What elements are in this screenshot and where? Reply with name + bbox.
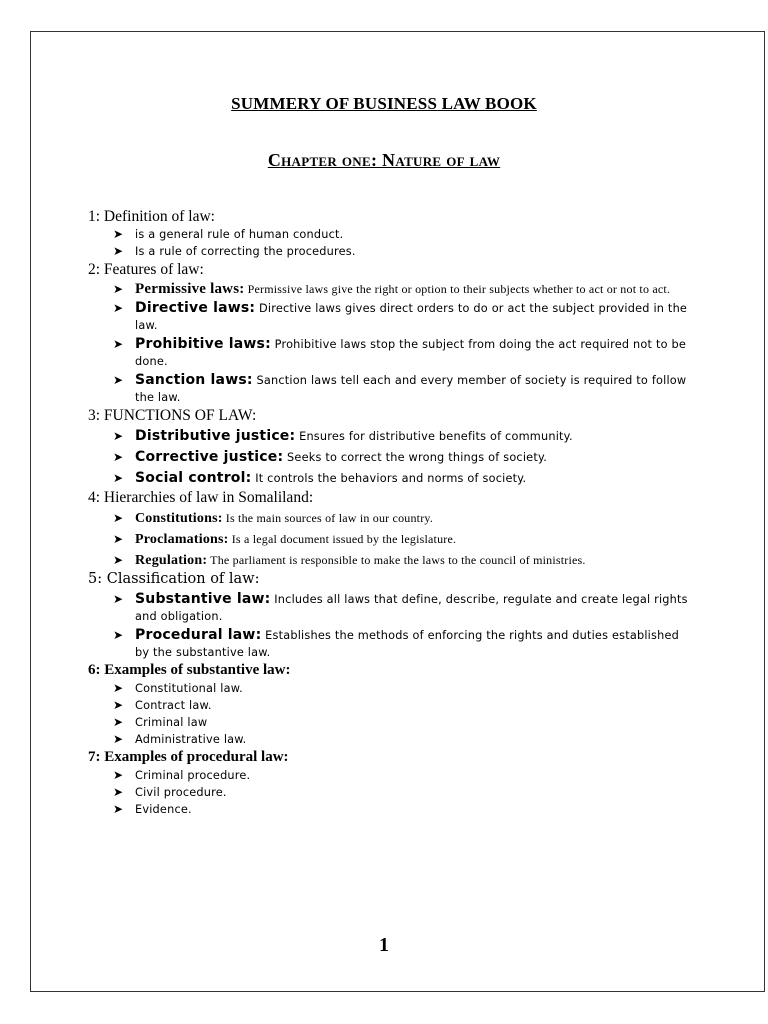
arrow-bullet-icon: ➤ bbox=[113, 532, 124, 546]
term-description: Includes all laws that define, describe, regulate and create legal rights and obligation. bbox=[135, 593, 688, 623]
section-definition-of-law bbox=[88, 207, 688, 260]
arrow-bullet-icon: ➤ bbox=[113, 301, 124, 315]
document-title: SUMMERY OF BUSINESS LAW BOOK bbox=[231, 94, 537, 113]
section-heading: 3: FUNCTIONS OF LAW: bbox=[88, 407, 257, 424]
section-procedural-examples bbox=[88, 748, 688, 818]
arrow-bullet-icon: ➤ bbox=[113, 511, 124, 525]
arrow-bullet-icon: ➤ bbox=[113, 698, 124, 712]
arrow-bullet-icon: ➤ bbox=[113, 429, 124, 443]
arrow-bullet-icon: ➤ bbox=[113, 450, 124, 464]
term-description: Ensures for distributive benefits of community. bbox=[295, 430, 573, 443]
list-item: ➤ Evidence. bbox=[113, 802, 192, 816]
list-item bbox=[113, 591, 688, 625]
term-description: Directive laws gives direct orders to do or act the subject provided in the law. bbox=[135, 302, 688, 332]
term-description: Is the main sources of law in our country. bbox=[222, 511, 434, 525]
list-item: ➤ Contract law. bbox=[113, 698, 212, 712]
term-label: Directive laws: bbox=[135, 300, 256, 316]
arrow-bullet-icon: ➤ bbox=[113, 802, 124, 816]
section-features-of-law bbox=[88, 260, 688, 406]
term-label: Sanction laws: bbox=[135, 372, 253, 388]
arrow-bullet-icon: ➤ bbox=[113, 282, 124, 296]
section-hierarchies-of-law bbox=[88, 488, 688, 570]
term-label: Proclamations: bbox=[135, 532, 229, 547]
term-description: Permissive laws give the right or option to their subjects whether to act or not to act. bbox=[244, 282, 671, 296]
list-item bbox=[113, 336, 688, 370]
list-item: ➤ Administrative law. bbox=[113, 732, 247, 746]
bullet-list bbox=[88, 427, 688, 488]
arrow-bullet-icon: ➤ bbox=[113, 553, 124, 567]
arrow-bullet-icon: ➤ bbox=[113, 785, 124, 799]
arrow-bullet-icon: ➤ bbox=[113, 373, 124, 387]
term-label: Permissive laws: bbox=[135, 281, 245, 297]
section-substantive-examples bbox=[88, 661, 688, 748]
term-label: Regulation: bbox=[135, 553, 208, 568]
section-heading: 2: Features of law: bbox=[88, 261, 204, 278]
arrow-bullet-icon: ➤ bbox=[113, 768, 124, 782]
section-heading: 4: Hierarchies of law in Somaliland: bbox=[88, 489, 314, 506]
arrow-bullet-icon: ➤ bbox=[113, 227, 124, 241]
page-number: 1 bbox=[379, 934, 389, 956]
arrow-bullet-icon: ➤ bbox=[113, 715, 124, 729]
list-item bbox=[113, 509, 688, 528]
arrow-bullet-icon: ➤ bbox=[113, 592, 124, 606]
bullet-list bbox=[88, 226, 688, 260]
term-description: Is a legal document issued by the legislature. bbox=[228, 532, 457, 546]
bullet-list bbox=[88, 591, 688, 661]
list-item bbox=[113, 551, 688, 570]
list-item bbox=[113, 530, 688, 549]
arrow-bullet-icon: ➤ bbox=[113, 628, 124, 642]
arrow-bullet-icon: ➤ bbox=[113, 681, 124, 695]
term-description: Sanction laws tell each and every member of society is required to follow the law. bbox=[135, 374, 687, 404]
bullet-list bbox=[88, 509, 688, 570]
section-heading: 6: Examples of substantive law: bbox=[88, 662, 291, 678]
section-heading: 5: Classification of law: bbox=[88, 571, 260, 587]
list-item bbox=[113, 627, 688, 661]
arrow-bullet-icon: ➤ bbox=[113, 732, 124, 746]
list-item: ➤ Constitutional law. bbox=[113, 681, 243, 695]
list-item: ➤ Criminal procedure. bbox=[113, 768, 251, 782]
term-description: The parliament is responsible to make the laws to the council of ministries. bbox=[207, 553, 586, 567]
section-functions-of-law bbox=[88, 406, 688, 488]
term-description: Seeks to correct the wrong things of society. bbox=[283, 451, 548, 464]
term-description: It controls the behaviors and norms of society. bbox=[251, 472, 527, 485]
term-label: Social control: bbox=[135, 470, 252, 486]
list-item: ➤ Civil procedure. bbox=[113, 785, 227, 799]
bullet-list bbox=[88, 680, 688, 748]
term-label: Constitutions: bbox=[135, 511, 223, 526]
term-label: Prohibitive laws: bbox=[135, 336, 271, 352]
list-item bbox=[113, 372, 688, 406]
term-label: Procedural law: bbox=[135, 627, 262, 643]
list-item: ➤ Is a rule of correcting the procedures. bbox=[113, 244, 356, 258]
list-item: ➤ Criminal law bbox=[113, 715, 208, 729]
term-label: Corrective justice: bbox=[135, 449, 284, 465]
section-heading: 1: Definition of law: bbox=[88, 208, 215, 225]
list-item: ➤ is a general rule of human conduct. bbox=[113, 227, 344, 241]
term-description: Prohibitive laws stop the subject from doing the act required not to be done. bbox=[135, 338, 686, 368]
arrow-bullet-icon: ➤ bbox=[113, 471, 124, 485]
list-item bbox=[113, 427, 688, 446]
term-label: Substantive law: bbox=[135, 591, 271, 607]
list-item bbox=[113, 448, 688, 467]
list-item bbox=[113, 281, 688, 298]
arrow-bullet-icon: ➤ bbox=[113, 337, 124, 351]
section-classification-of-law bbox=[88, 570, 688, 661]
list-item bbox=[113, 469, 688, 488]
document-body bbox=[88, 207, 688, 818]
section-heading: 7: Examples of procedural law: bbox=[88, 749, 289, 765]
term-label: Distributive justice: bbox=[135, 428, 296, 444]
arrow-bullet-icon: ➤ bbox=[113, 244, 124, 258]
term-description: Establishes the methods of enforcing the rights and duties established by the substantive law. bbox=[135, 629, 679, 659]
bullet-list bbox=[88, 281, 688, 406]
chapter-heading: Chapter one: Nature of law bbox=[267, 150, 501, 170]
list-item bbox=[113, 300, 688, 334]
bullet-list bbox=[88, 767, 688, 818]
